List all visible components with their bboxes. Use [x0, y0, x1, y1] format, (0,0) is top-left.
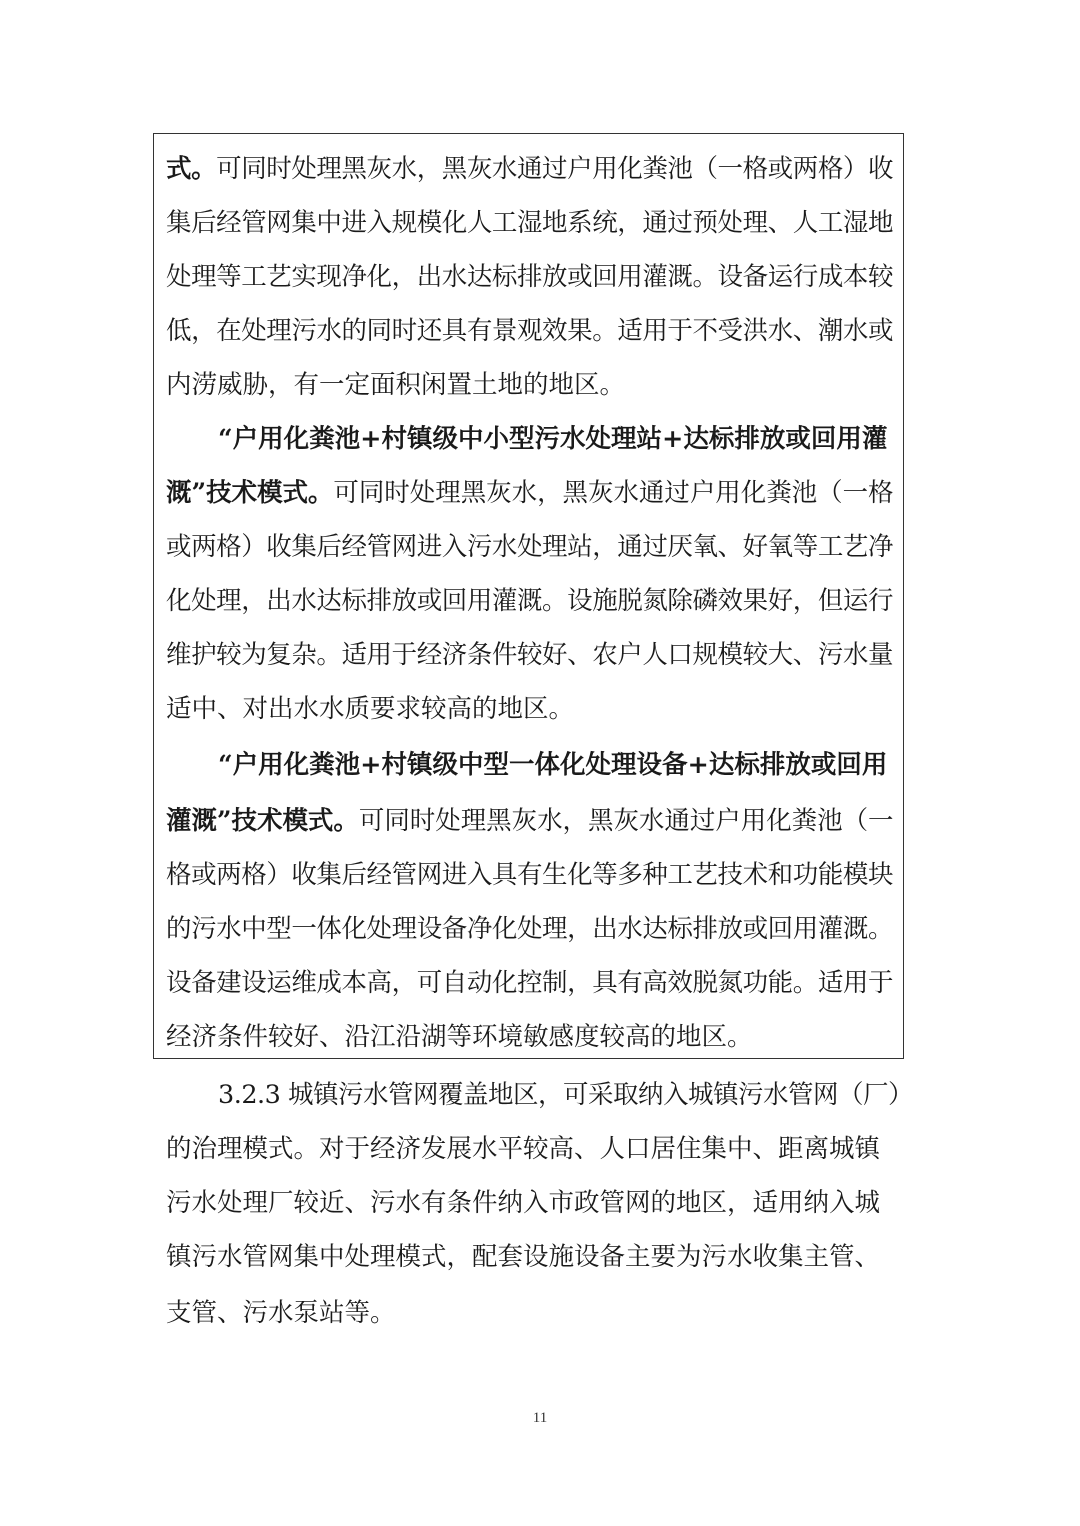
box-line: 式。可同时处理黑灰水，黑灰水通过户用化粪池（一格或两格）收 — [166, 154, 894, 184]
body-line: 支管、污水泵站等。 — [166, 1298, 396, 1328]
box-line: 经济条件较好、沿江沿湖等环境敏感度较高的地区。 — [166, 1022, 753, 1052]
box-line: 格或两格）收集后经管网进入具有生化等多种工艺技术和功能模块 — [166, 860, 894, 890]
box-line: “户用化粪池+村镇级中型一体化处理设备+达标排放或回用 — [218, 750, 888, 780]
box-line: 维护较为复杂。适用于经济条件较好、农户人口规模较大、污水量 — [166, 640, 894, 670]
body-line: 3.2.3 城镇污水管网覆盖地区，可采取纳入城镇污水管网（厂） — [218, 1080, 913, 1110]
box-line: 或两格）收集后经管网进入污水处理站，通过厌氧、好氧等工艺净 — [166, 532, 894, 562]
box-line: 设备建设运维成本高，可自动化控制，具有高效脱氮功能。适用于 — [166, 968, 894, 998]
box-line: 化处理，出水达标排放或回用灌溉。设施脱氮除磷效果好，但运行 — [166, 586, 894, 616]
box-line: “户用化粪池+村镇级中小型污水处理站+达标排放或回用灌 — [218, 424, 888, 454]
box-line: 低，在处理污水的同时还具有景观效果。适用于不受洪水、潮水或 — [166, 316, 894, 346]
box-line: 集后经管网集中进入规模化人工湿地系统，通过预处理、人工湿地 — [166, 208, 894, 238]
box-line: 处理等工艺实现净化，出水达标排放或回用灌溉。设备运行成本较 — [166, 262, 894, 292]
body-line: 镇污水管网集中处理模式，配套设施设备主要为污水收集主管、 — [166, 1242, 881, 1272]
box-line: 溉”技术模式。可同时处理黑灰水，黑灰水通过户用化粪池（一格 — [166, 478, 894, 508]
body-line: 的治理模式。对于经济发展水平较高、人口居住集中、距离城镇 — [166, 1134, 881, 1164]
box-line: 适中、对出水水质要求较高的地区。 — [166, 694, 575, 724]
box-line: 的污水中型一体化处理设备净化处理，出水达标排放或回用灌溉。 — [166, 914, 894, 944]
body-line: 污水处理厂较近、污水有条件纳入市政管网的地区，适用纳入城 — [166, 1188, 881, 1218]
box-line: 灌溉”技术模式。可同时处理黑灰水，黑灰水通过户用化粪池（一 — [166, 806, 894, 836]
page-number: 11 — [532, 1410, 548, 1426]
box-line: 内涝威胁，有一定面积闲置土地的地区。 — [166, 370, 626, 400]
